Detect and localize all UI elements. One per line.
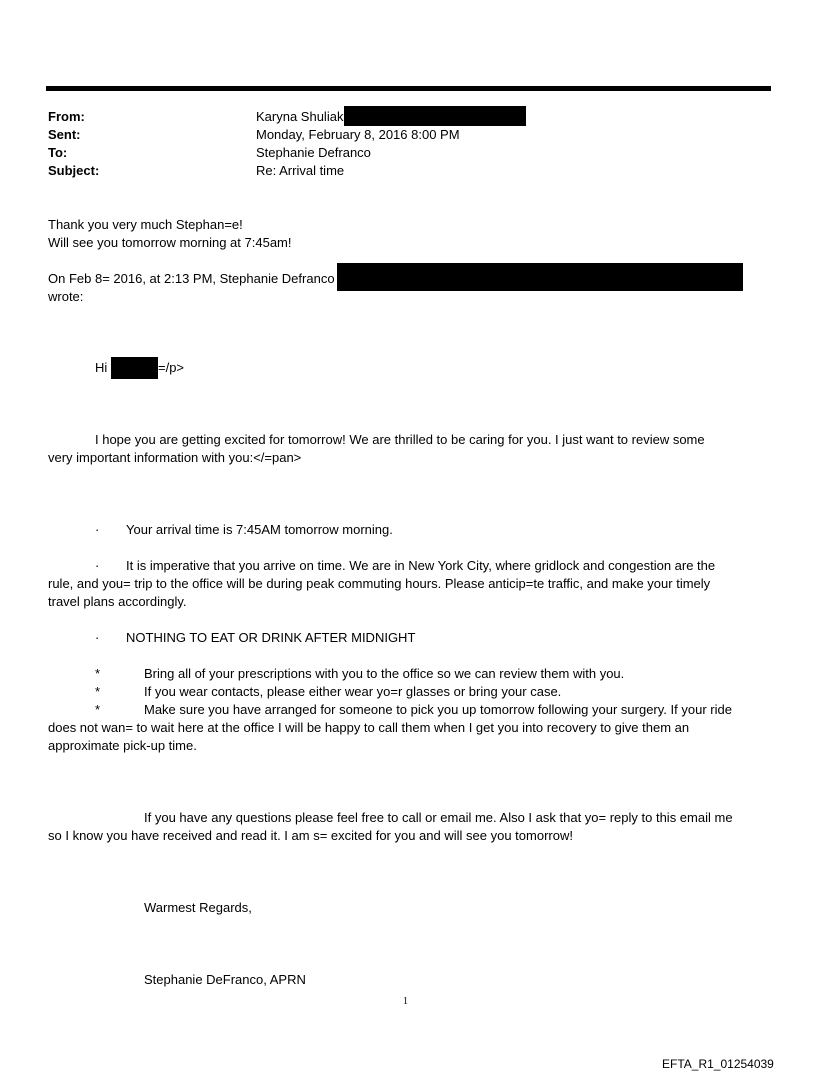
reply-line-1: Thank you very much Stephan=e! — [48, 217, 243, 232]
bullet-dot-icon: · — [95, 558, 100, 573]
signature: Stephanie DeFranco, APRN — [144, 972, 306, 987]
subject-label: Subject: — [48, 163, 100, 178]
from-label: From: — [48, 109, 85, 124]
greeting-hi: Hi — [95, 360, 108, 375]
bullet-on-time-line-2: rule, and you= trip to the office will be during peak commuting hours. Please anticip=te traffic, and make your timely — [48, 576, 711, 591]
bullet-ride-line-1: Make sure you have arranged for someone to pick you up tomorrow following your surgery. If your ride — [144, 702, 732, 717]
greeting-tail: =/p> — [158, 360, 185, 375]
bullet-dot-icon: · — [95, 630, 100, 645]
quote-header-line-2: wrote: — [48, 289, 84, 304]
bullet-star-icon: * — [95, 684, 101, 699]
bullet-contacts: If you wear contacts, please either wear yo=r glasses or bring your case. — [144, 684, 562, 699]
intro-line-2: very important information with you:</=pan> — [48, 450, 302, 465]
header-rule — [46, 86, 771, 91]
bullet-arrival-time: Your arrival time is 7:45AM tomorrow morning. — [126, 522, 393, 537]
bullet-on-time-line-3: travel plans accordingly. — [48, 594, 187, 609]
closing: Warmest Regards, — [144, 900, 252, 915]
bullet-ride-line-2: does not wan= to wait here at the office I will be happy to call them when I get you into recovery to give them an — [48, 720, 690, 735]
bullet-dot-icon: · — [95, 522, 100, 537]
bullet-ride-line-3: approximate pick-up time. — [48, 738, 197, 753]
to-value: Stephanie Defranco — [256, 145, 371, 160]
quote-header-line-1: On Feb 8= 2016, at 2:13 PM, Stephanie Defranco — [48, 271, 335, 286]
bullet-on-time-line-1: It is imperative that you arrive on time. We are in New York City, where gridlock and congestion are the — [126, 558, 716, 573]
redaction-name — [111, 357, 158, 379]
bullet-nothing-to-eat: NOTHING TO EAT OR DRINK AFTER MIDNIGHT — [126, 630, 416, 645]
redaction-quote-email — [337, 263, 743, 291]
from-value: Karyna Shuliak — [256, 109, 344, 124]
to-label: To: — [48, 145, 68, 160]
subject-value: Re: Arrival time — [256, 163, 345, 178]
sent-label: Sent: — [48, 127, 81, 142]
questions-line-2: so I know you have received and read it. I am s= excited for you and will see you tomorrow! — [48, 828, 573, 843]
intro-line-1: I hope you are getting excited for tomorrow! We are thrilled to be caring for you. I just want to review some — [95, 432, 705, 447]
bullet-star-icon: * — [95, 666, 101, 681]
document-id: EFTA_R1_01254039 — [662, 1057, 774, 1071]
page-number: 1 — [403, 996, 408, 1007]
questions-line-1: If you have any questions please feel free to call or email me. Also I ask that yo= reply to this email me — [144, 810, 733, 825]
bullet-star-icon: * — [95, 702, 101, 717]
reply-line-2: Will see you tomorrow morning at 7:45am! — [48, 235, 292, 250]
bullet-prescriptions: Bring all of your prescriptions with you to the office so we can review them with you. — [144, 666, 625, 681]
redaction-from-email — [344, 106, 526, 126]
sent-value: Monday, February 8, 2016 8:00 PM — [256, 127, 460, 142]
